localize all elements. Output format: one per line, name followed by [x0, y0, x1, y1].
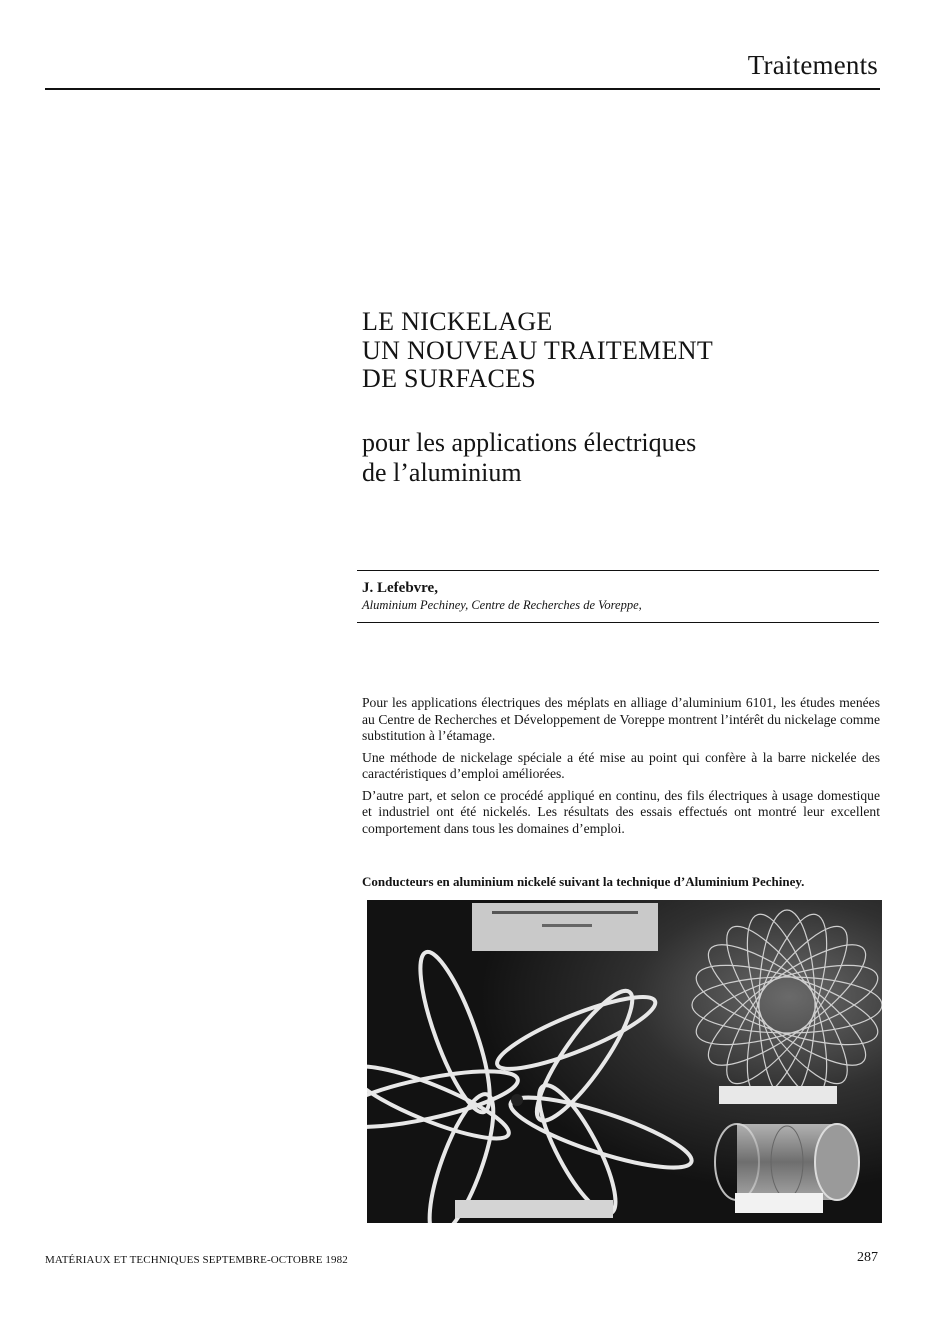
author-name: J. Lefebvre,	[362, 580, 438, 596]
title-line-1: LE NICKELAGE	[362, 307, 553, 336]
figure-photo	[367, 900, 882, 1223]
author-affiliation: Aluminium Pechiney, Centre de Recherches de Voreppe,	[362, 598, 642, 612]
figure-caption: Conducteurs en aluminium nickelé suivant la technique d’Aluminium Pechiney.	[362, 874, 805, 889]
photo-label-card	[719, 1086, 837, 1104]
subtitle-line-2: de l’aluminium	[362, 458, 522, 487]
photo-label-card-lower	[735, 1193, 823, 1213]
conductor-photo-illustration	[367, 900, 882, 1223]
subtitle-line-1: pour les applications électriques	[362, 428, 697, 457]
abstract-paragraph-2: Une méthode de nickelage spéciale a été mise au point qui confère à la barre nickelée des caractéristiques d’emploi améliorées.	[362, 749, 880, 781]
journal-footer: MATÉRIAUX ET TECHNIQUES SEPTEMBRE-OCTOBRE 1982	[45, 1254, 348, 1266]
abstract-paragraph-3: D’autre part, et selon ce procédé appliqué en continu, des fils électriques à usage domestique et industriel ont été nickelés. Les résultats des essais effectués ont montré leur excellent comportement dans tous les domaines d’emploi.	[362, 787, 880, 836]
author-rule-top	[357, 570, 879, 571]
title-line-3: DE SURFACES	[362, 364, 537, 393]
article-subtitle	[362, 428, 862, 488]
article-title	[362, 308, 862, 394]
header-rule	[45, 88, 880, 90]
photo-label-strip	[455, 1200, 613, 1218]
section-label: Traitements	[747, 50, 878, 80]
abstract	[362, 695, 880, 842]
abstract-paragraph-1: Pour les applications électriques des méplats en alliage d’aluminium 6101, les études menées au Centre de Recherches et Développement de Voreppe montrent l’intérêt du nickelage comme substitution à l’étamage.	[362, 695, 880, 743]
title-line-2: UN NOUVEAU TRAITEMENT	[362, 335, 714, 365]
page-number: 287	[857, 1250, 878, 1265]
author-rule-bottom	[357, 622, 879, 623]
